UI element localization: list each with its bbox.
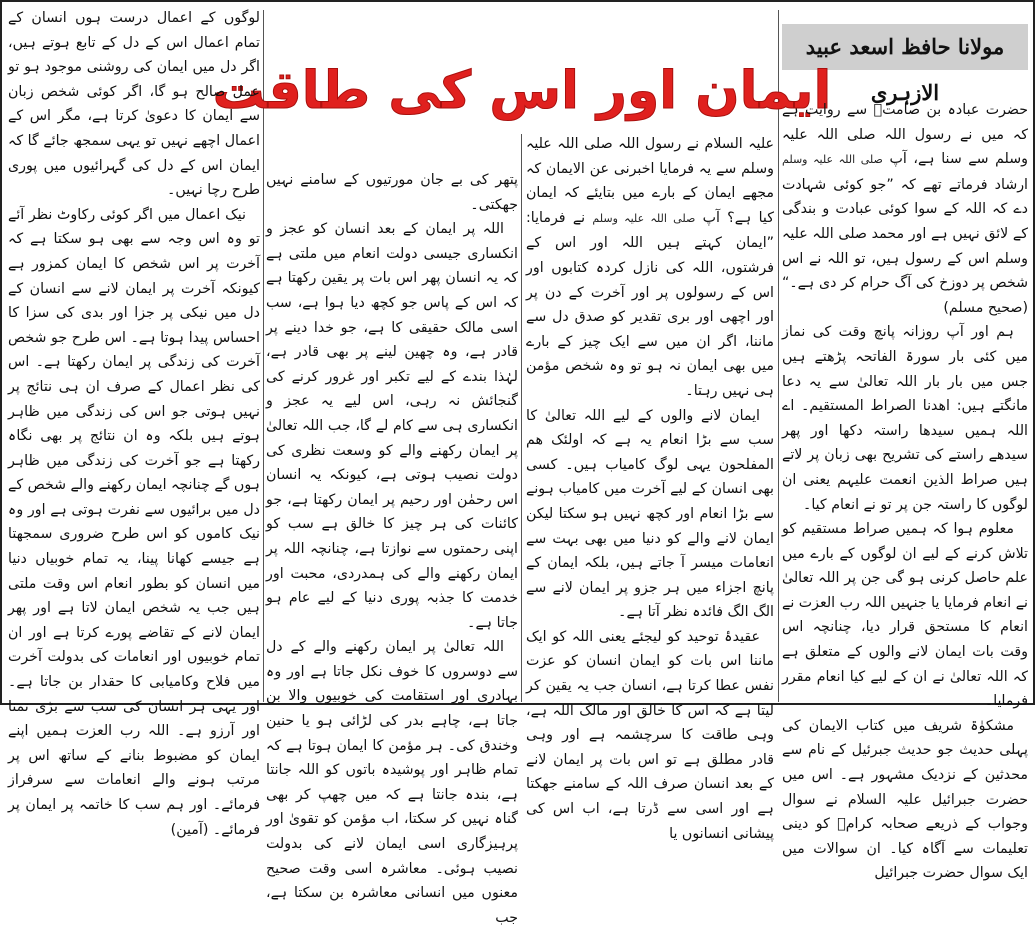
paragraph: پتھر کی بے جان مورتیوں کے سامنے نہیں جھکتی۔ — [266, 172, 518, 213]
paragraph: لوگوں کے اعمال درست ہوں انسان کے تمام اعمال اس کے دل کے تابع ہوتے ہیں، اگر دل میں ایمان کی روشنی موجود ہو تو عمل صالح ہو گا، اگر کوئی شخص زبان سے ایمان کا دعویٰ کرتا ہے، مگر اس کے اعمال اچھے نہیں تو یہی سمجھ جائے گا کہ ایمان اس کے دل کی گہرائیوں میں پوری طرح رچا نہیں۔ — [8, 10, 260, 199]
paragraph: ہم اور آپ روزانہ پانچ وقت کی نماز میں کئی بار سورۃ الفاتحہ پڑھتے ہیں جس میں بار بار اللہ تعالیٰ سے یہ دعا مانگتے ہیں: اھدنا الصراط المستقیم۔ اے اللہ ہمیں سیدھا راستہ دکھا اور پھر سیدھے راستے کی تشریح بھی زبان پر لاتے ہیں صراط الذین انعمت علیہم یعنی ان لوگوں کا راستہ جن پر تو نے انعام کیا۔ — [782, 324, 1028, 513]
paragraph: نیک اعمال میں اگر کوئی رکاوٹ نظر آئے تو وہ اس وجہ سے بھی ہو سکتا ہے کہ آخرت پر اس شخص کا ایمان کمزور ہے کیونکہ آخرت پر ایمان لانے سے انسان کے دل میں نیکی پر جزا اور بدی کی سزا کا احساس پیدا ہوتا ہے۔ اس طرح جو شخص آخرت کی زندگی پر ایمان رکھتا ہے۔ اس کی نظر اعمال کے صرف ان ہی نتائج پر نہیں ہوتی جو اس کی زندگی میں ظاہر ہوتے ہیں بلکہ وہ ان نتائج پر بھی نگاہ رکھتا ہے جو آخرت کی زندگی میں ظاہر ہوں گے چنانچہ ایمان رکھنے والے شخص کے دل میں برائیوں سے نفرت ہوتی ہے اور وہ نیک کاموں کو اس طرح ضروری سمجھتا ہے جیسے کھانا پینا، یہ تمام خوبیاں دنیا میں انسان کو بطور انعام اس وقت ملتی ہیں جب یہ شخص ایمان لاتا ہے اور پھر ایمان لانے کے تقاضے پورے کرتا ہے اور ان تمام خوبیوں اور انعامات کی بدولت آخرت میں فلاح وکامیابی کا حقدار بن جاتا ہے۔ اور یہی ہر انسان کی سب سے بڑی تمنا اور آرزو ہے۔ اللہ رب العزت ہمیں اپنے ایمان کو مضبوط بنانے کے ساتھ اس پر مرتب ہونے والے انعامات سے سرفراز فرمائے۔ اور ہم سب کا خاتمہ پر ایمان پر فرمائے۔ (آمین) — [8, 206, 260, 838]
paragraph: عقیدۂ توحید کو لیجئے یعنی اللہ کو ایک ماننا اس بات کو ایمان انسان کو عزت نفس عطا کرتا ہے، انسان جب یہ یقین کر لیتا ہے کہ اس کا خالق اور مالک اللہ ہے، وہی طاقت کا سرچشمہ ہے اور وہی قادر مطلق ہے تو اس بات پر ایمان لانے کے بعد انسان صرف اللہ کے سامنے جھکتا ہے اور اسی سے ڈرتا ہے، اب اس کی پیشانی انسانوں یا — [526, 628, 774, 842]
paragraph: علیہ السلام نے رسول اللہ صلی اللہ علیہ وسلم سے یہ فرمایا اخبرنی عن الایمان کہ مجھے ایمان کے بارے میں بتایئے کہ ایمان کیا ہے؟ آپ صلی اللہ علیہ وسلم نے فرمایا: ”ایمان کہتے ہیں اللہ اور اس کے فرشتوں، اللہ کی نازل کردہ کتابوں اور اس کے رسولوں پر اور آخرت کے دن پر اور اچھی اور بری تقدیر کو صدق دل سے ماننا، اگر ان میں سے ایک چیز کے بارے میں بھی ایمان نہ ہو تو وہ شخص مؤمن ہی نہیں رہتا۔ — [526, 136, 774, 399]
amen: (آمین) — [170, 821, 209, 838]
article-column-4 — [8, 6, 260, 838]
saw-honorific: صلی اللہ علیہ وسلم — [782, 153, 883, 167]
paragraph: معلوم ہوا کہ ہمیں صراط مستقیم کو تلاش کرنے کے لیے ان لوگوں کے بارے میں علم حاصل کرنی ہو گی جن پر اللہ تعالیٰ نے انعام فرمایا یا جنہیں اللہ رب العزت نے انعام کا مستحق قرار دیا، چنانچہ اس وقت بات ایمان لانے والوں کے متعلق ہے کہ اللہ تعالیٰ نے ان کے لیے کیا انعام مقرر فرمایا۔ — [782, 521, 1028, 710]
paragraph: اللہ پر ایمان کے بعد انسان کو عجز و انکساری جیسی دولت انعام میں ملتی ہے کہ یہ انسان پھر اس بات پر یقین رکھتا ہے کہ اس کے پاس جو کچھ دیا ہوا ہے، سب اسی مالک حقیقی کا ہے، جو خدا دینے پر قادر ہے، وہ چھین لینے پر بھی قادر ہے، لہٰذا بندے کے لیے تکبر اور غرور کرنے کی گنجائش نہ رہی، اس لیے یہ عجز و انکساری ہی سے کام لے گا، جب اللہ تعالیٰ پر ایمان رکھنے والے کو وسعت نظری کی دولت نصیب ہوتی ہے، کیونکہ یہ انسان اس رحمٰن اور رحیم پر ایمان رکھتا ہے، جو کائنات کی ہر چیز کا خالق ہے سب کو اپنی رحمتوں سے نوازتا ہے، چنانچہ اللہ پر ایمان رکھنے والے کی ہمدردی، محبت اور خدمت کا جذبہ پوری دنیا کے لیے عام ہو جاتا ہے۔ — [266, 221, 518, 631]
column-rule — [521, 134, 522, 702]
article-column-3 — [266, 168, 518, 926]
article-column-1 — [782, 98, 1028, 882]
paragraph: حضرت عبادہ بن صامتؓ سے روایت ہے کہ میں نے رسول اللہ صلی اللہ علیہ وسلم سے سنا ہے، آپ صلی اللہ علیہ وسلم ارشاد فرماتے تھے کہ ”جو کوئی شہادت دے کہ اللہ کے سوا کوئی عبادت و بندگی کے لائق نہیں ہے اور محمد صلی اللہ علیہ وسلم اس کے رسول ہیں، تو اللہ نے اس شخص پر دوزخ کی آگ حرام کر دی ہے۔“ (صحیح مسلم) — [782, 102, 1028, 316]
headline-text: ایمان اور اس کی طاقت — [212, 61, 832, 121]
paragraph: اللہ تعالیٰ پر ایمان رکھنے والے کے دل سے دوسروں کا خوف نکل جاتا ہے اور وہ بہادری اور استقامت کی خوبیوں والا بن جاتا ہے، چاہے بدر کی لڑائی ہو یا حنین وخندق کی۔ ہر مؤمن کا ایمان ہوتا ہے کہ تمام ظاہر اور پوشیدہ باتوں کو اللہ جانتا ہے، بندہ جانتا ہے کہ میں چھپ کر بھی گناہ نہیں کر سکتا، اب مؤمن کو تقویٰ اور پرہیزگاری اسی ایمان لانے کی بدولت نصیب ہوئی۔ معاشرہ اسی وقت صحیح معنوں میں انسانی معاشرہ بن سکتا ہے، جب — [266, 639, 518, 926]
paragraph: ایمان لانے والوں کے لیے اللہ تعالیٰ کا سب سے بڑا انعام یہ ہے کہ اولئک ھم المفلحون یہی لوگ کامیاب ہیں۔ کسی بھی انسان کے لیے آخرت میں کامیاب ہونے سے بڑا انعام اور کچھ نہیں ہو سکتا لیکن ایمان لانے والے کو دنیا میں بھی بہت سے انعامات میسر آ جاتے ہیں، بلکہ ایمان کے پانچ اجزاء میں ہر جزو پر ایمان لانے سے الگ الگ فائدہ نظر آتا ہے۔ — [526, 407, 774, 621]
author-byline: مولانا حافظ اسعد عبید الازہری — [782, 24, 1028, 70]
saw-honorific: صلی اللہ علیہ وسلم — [592, 211, 696, 225]
article-column-2 — [526, 132, 774, 842]
headline — [212, 42, 832, 134]
paragraph: مشکوٰۃ شریف میں کتاب الایمان کی پہلی حدیث جو حدیث جبرئیل کے نام سے محدثین کے نزدیک مشہور ہے۔ اس میں حضرت جبرائیل علیہ السلام نے سوال وجواب کے ذریعے صحابہ کرامؓ کو دینی تعلیمات سے آگاہ کیا۔ ان سوالات میں ایک سوال حضرت جبرائیل — [782, 717, 1028, 882]
